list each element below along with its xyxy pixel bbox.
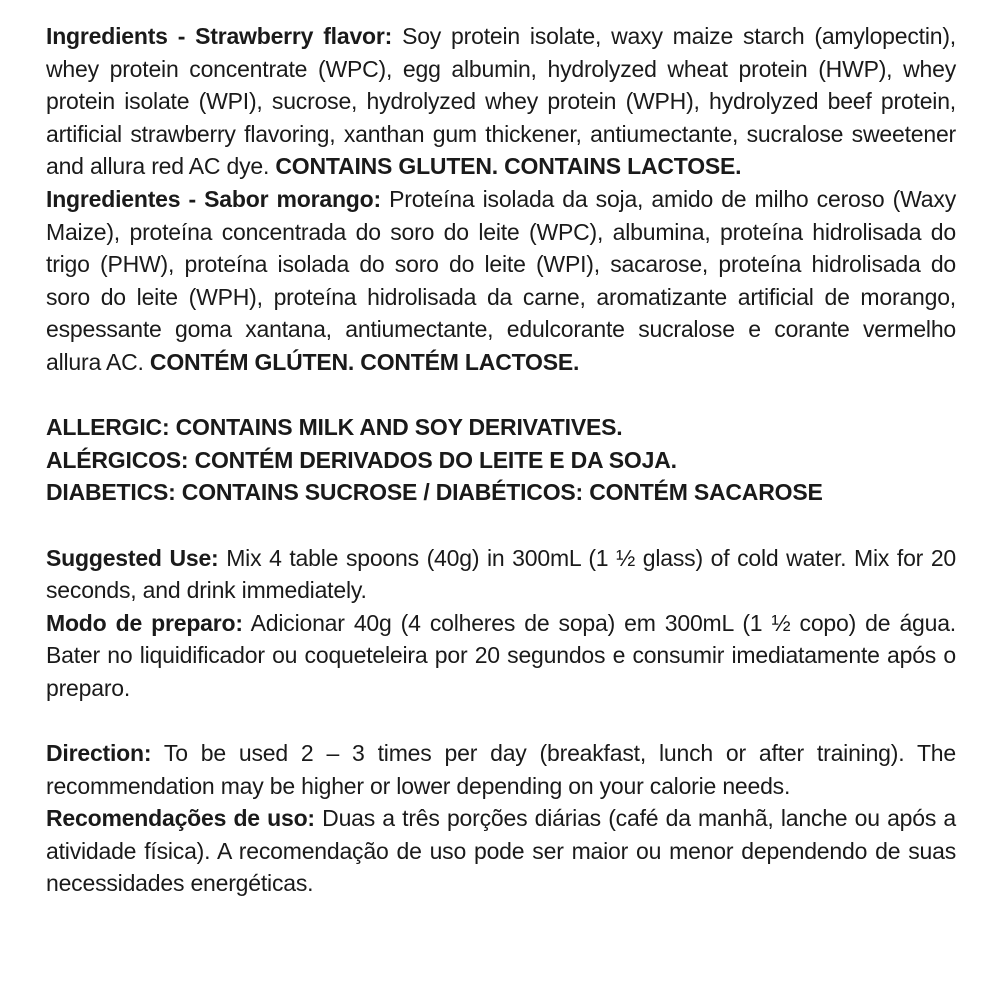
modo-de-preparo-label: Modo de preparo: (46, 609, 243, 636)
ingredients-pt-paragraph (46, 183, 956, 379)
modo-de-preparo-text: Adicionar 40g (4 colheres de sopa) em 300mL (1 ½ copo) de água. Bater no liquidificador ou coqueteleira por 20 segundos e consumir imediatamente após o preparo. (46, 609, 956, 701)
suggested-use-label: Suggested Use: (46, 544, 219, 571)
ingredients-pt-label: Ingredientes - Sabor morango: (46, 185, 381, 212)
ingredients-pt-text: Proteína isolada da soja, amido de milho ceroso (Waxy Maize), proteína concentrada do soro do leite (WPC), albumina, proteína hidrolisada do trigo (PHW), proteína isolada do soro do leite (WPI), sacarose, proteína hidrolisada do soro do leite (WPH), proteína hidrolisada da carne, aromatizante artificial de morango, espessante goma xantana, antiumectante, edulcorante sucralose e corante vermelho allura AC. (46, 185, 956, 375)
allergen-pt: ALÉRGICOS: CONTÉM DERIVADOS DO LEITE E DA SOJA. (46, 446, 677, 473)
ingredients-pt-warning: CONTÉM GLÚTEN. CONTÉM LACTOSE. (149, 348, 580, 375)
direction-label: Direction: (46, 740, 152, 767)
label-text-panel (46, 20, 956, 900)
direction-text: To be used 2 – 3 times per day (breakfast, lunch or after training). The recommendation may be higher or lower depending on your calorie needs. (46, 740, 956, 799)
recomendacoes-text: Duas a três porções diárias (café da manhã, lanche ou após a atividade física). A recomendação de uso pode ser maior ou menor dependendo de suas necessidades energéticas. (46, 805, 956, 897)
ingredients-en-warning: CONTAINS GLUTEN. CONTAINS LACTOSE. (275, 153, 742, 180)
ingredients-en-label: Ingredients - Strawberry flavor: (46, 23, 393, 49)
diabetics-warning: DIABETICS: CONTAINS SUCROSE / DIABÉTICOS: CONTÉM SACAROSE (46, 479, 823, 506)
ingredients-en-paragraph (46, 20, 956, 183)
ingredients-en-text: Soy protein isolate, waxy maize starch (amylopectin), whey protein concentrate (WPC), egg albumin, hydrolyzed wheat protein (HWP), whey protein isolate (WPI), sucrose, hydrolyzed whey protein (WPH), hydrolyzed beef protein, artificial strawberry flavoring, xanthan gum thickener, antiumectante, sucralose sweetener and allura red AC dye. (46, 23, 956, 180)
suggested-use-paragraph (46, 542, 956, 607)
spacer (46, 704, 956, 737)
modo-de-preparo-paragraph (46, 607, 956, 705)
recomendacoes-paragraph (46, 802, 956, 900)
direction-paragraph (46, 737, 956, 802)
suggested-use-text: Mix 4 table spoons (40g) in 300mL (1 ½ glass) of cold water. Mix for 20 seconds, and drink immediately. (46, 544, 956, 604)
allergen-en: ALLERGIC: CONTAINS MILK AND SOY DERIVATIVES. (46, 414, 623, 441)
spacer (46, 509, 956, 542)
spacer (46, 379, 956, 412)
recomendacoes-label: Recomendações de uso: (46, 805, 315, 832)
